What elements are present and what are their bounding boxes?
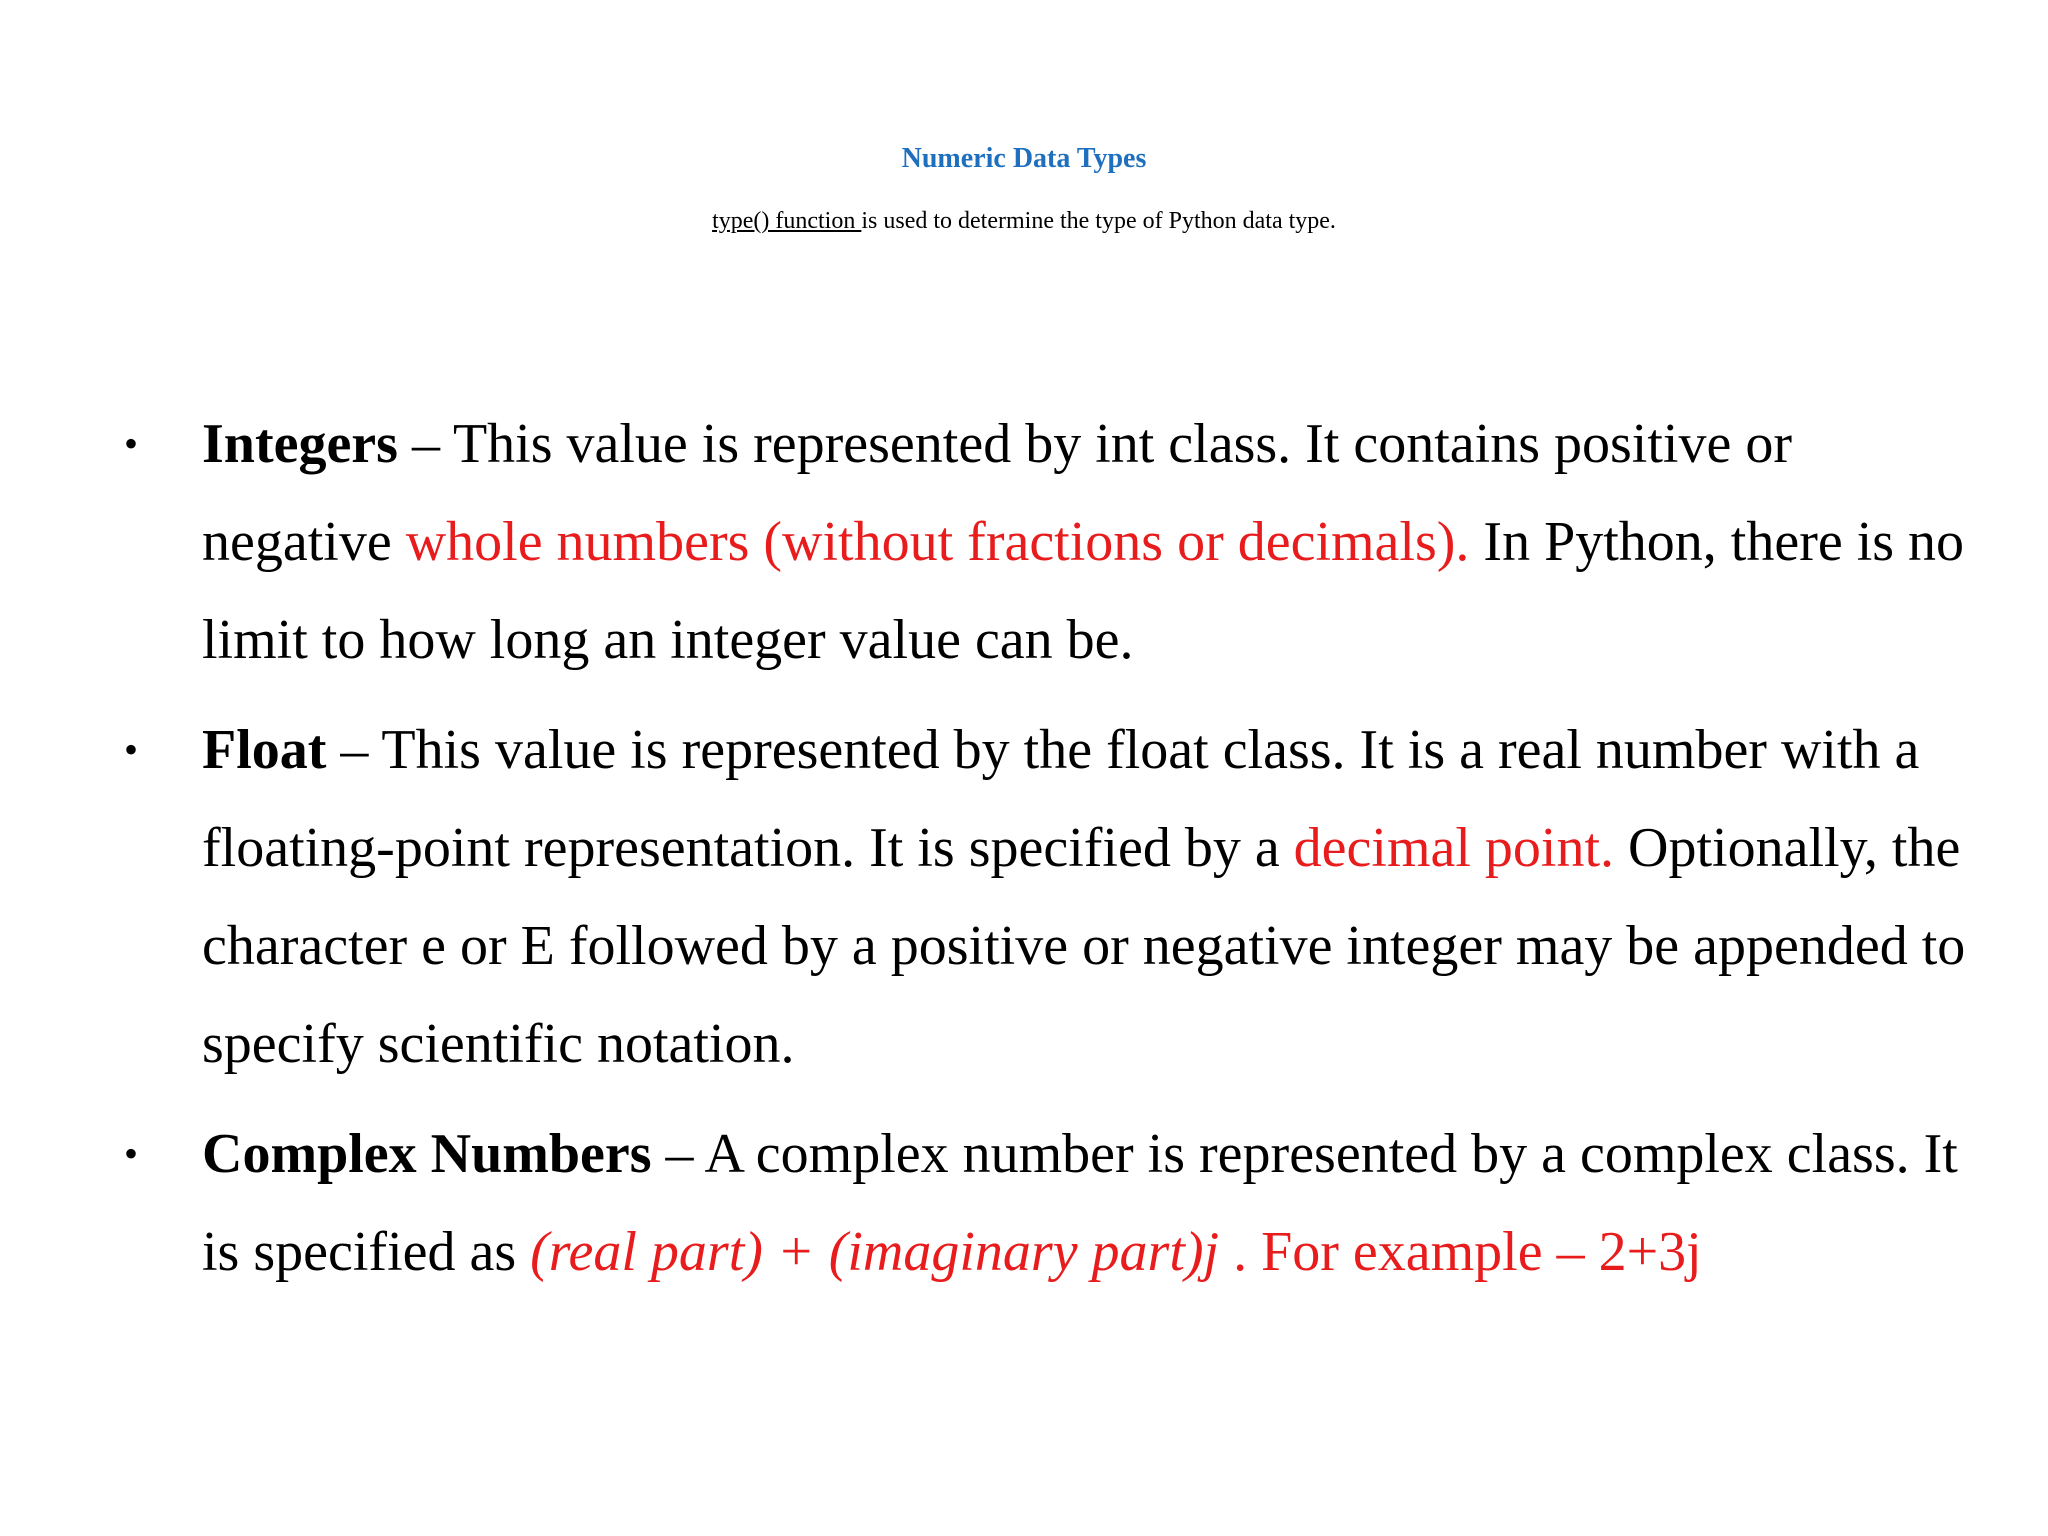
bullet-term: Complex Numbers [202,1123,652,1185]
slide-title: Numeric Data Types [901,143,1147,174]
bullet-complex-numbers [0,1105,2048,1301]
bullet-dot-icon: • [124,1131,139,1176]
bullet-highlight: decimal point. [1293,817,1615,879]
bullet-text: In Python, there is no limit to how long an integer value can be. [202,511,1965,671]
bullet-float [0,701,2048,1093]
subtitle-rest-text: is used to determine the type of Python data type. [861,208,1336,234]
bullet-highlight: . For example – 2+3j [1219,1221,1702,1283]
bullet-highlight: whole numbers (without fractions or decimals). [405,511,1470,573]
bullet-text: – This value is represented by the float class. It is a real number with a floating-point representation. It is specified by a [202,719,1920,879]
type-function-text: type() function [712,208,862,234]
bullet-dot-icon: • [124,727,139,772]
bullet-highlight-italic: (real part) + (imaginary part)j [530,1221,1220,1283]
bullet-text: Optionally, the character e or E followed by a positive or negative integer may be appended to specify scientific notation. [202,817,1966,1075]
bullet-list [0,395,2048,1313]
bullet-integers [0,395,2048,689]
bullet-term: Integers [202,413,398,475]
bullet-text: – This value is represented by int class. It contains positive or negative [202,413,1792,573]
bullet-dot-icon: • [124,421,139,466]
bullet-text: – A complex number is represented by a complex class. It is specified as [202,1123,1958,1283]
slide-subtitle [0,206,2048,236]
bullet-term: Float [202,719,327,781]
